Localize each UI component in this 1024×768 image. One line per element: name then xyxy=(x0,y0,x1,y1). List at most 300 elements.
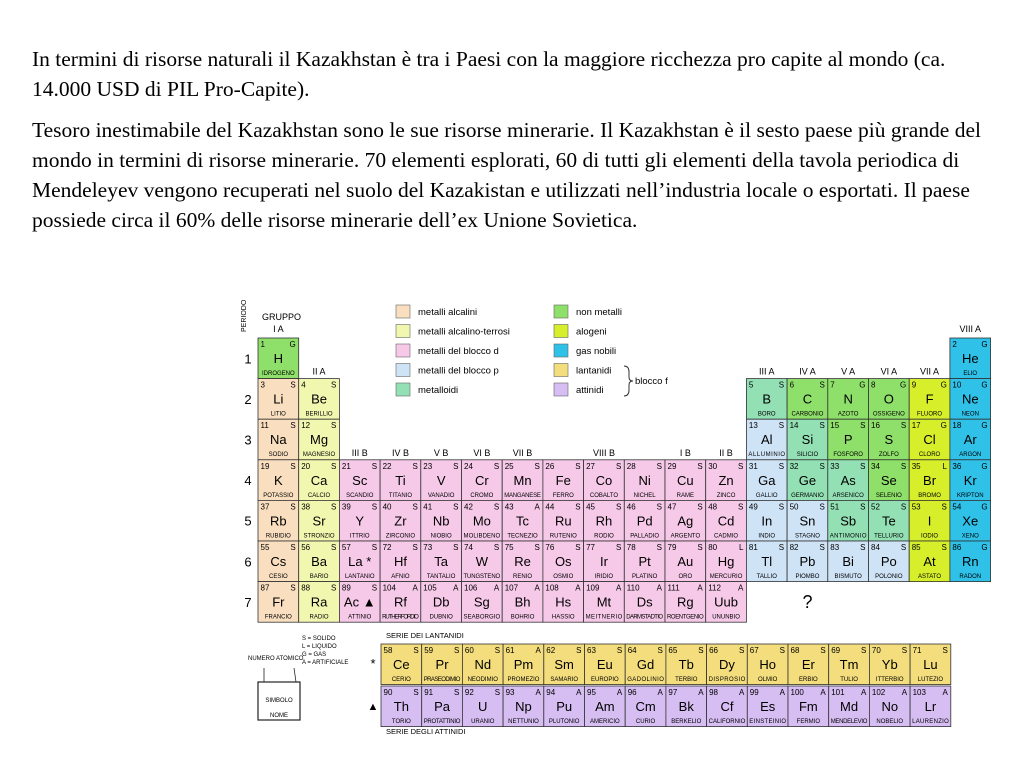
element-symbol: Se xyxy=(880,472,897,488)
element-symbol: Mo xyxy=(472,513,491,529)
element-number: 50 xyxy=(789,502,799,512)
element-state: A xyxy=(575,583,581,593)
actinide-number: 97 xyxy=(668,688,678,697)
element-symbol: Al xyxy=(760,432,773,448)
element-number: 76 xyxy=(545,543,555,552)
element-symbol: Ni xyxy=(638,472,651,488)
lanthanide-symbol: Ce xyxy=(393,657,410,672)
element-state: S xyxy=(778,502,785,512)
element-name: DUBNIO xyxy=(429,614,453,621)
element-number: 104 xyxy=(382,583,396,593)
element-symbol: Ti xyxy=(395,472,406,488)
element-symbol: Sb xyxy=(840,513,857,529)
lanthanide-number: 64 xyxy=(627,646,637,655)
element-state: S xyxy=(656,502,662,512)
element-name: ANTIMONIO xyxy=(829,533,867,540)
element-symbol: Rh xyxy=(595,513,613,529)
group-label: I B xyxy=(679,447,691,458)
element-name: CALCIO xyxy=(307,492,331,499)
element-number: 47 xyxy=(667,502,677,512)
element-number: 26 xyxy=(545,461,555,471)
element-name: POTASSIO xyxy=(263,492,294,499)
element-number: 3 xyxy=(260,380,265,390)
element-number: 27 xyxy=(586,461,596,471)
element-symbol: W xyxy=(475,554,488,569)
lanthanide-name: OLMIO xyxy=(757,677,778,683)
actinide-name: CALIFORNIO xyxy=(708,719,746,725)
element-number: 73 xyxy=(423,543,433,552)
element-symbol: Co xyxy=(595,472,613,488)
element-state: S xyxy=(453,502,459,512)
element-name: CARBONIO xyxy=(791,411,824,418)
element-name: SILICIO xyxy=(796,452,819,459)
element-name: AZOTO xyxy=(837,411,859,418)
group-label: V B xyxy=(433,447,449,458)
element-symbol: Rb xyxy=(270,513,287,529)
element-symbol: Sn xyxy=(799,513,816,529)
actinide-symbol: Fm xyxy=(798,699,818,714)
element-name: ASTATO xyxy=(918,574,942,580)
element-symbol: Kr xyxy=(963,472,977,488)
element-state: S xyxy=(290,380,296,390)
key-state-legend: A = ARTIFICIALE xyxy=(302,660,349,666)
element-state: S xyxy=(412,543,418,552)
element-symbol: Te xyxy=(881,513,896,529)
actinide-state: S xyxy=(494,688,501,697)
element-symbol: Mg xyxy=(310,432,329,448)
lanthanide-name: EUROPIO xyxy=(591,677,619,683)
element-state: S xyxy=(900,421,907,431)
element-state: S xyxy=(371,461,378,471)
lanthanide-name: SAMARIO xyxy=(550,677,578,683)
element-number: 51 xyxy=(830,502,840,512)
legend-swatch xyxy=(396,305,410,318)
element-symbol: Uub xyxy=(714,594,738,610)
element-symbol: Ir xyxy=(599,554,608,569)
legend-label: gas nobili xyxy=(576,346,617,357)
element-number: 19 xyxy=(260,461,270,471)
element-symbol: Re xyxy=(514,554,531,569)
period-number: 6 xyxy=(244,554,252,570)
key-state-legend: G = GAS xyxy=(302,652,327,658)
element-symbol: Ga xyxy=(758,472,776,488)
lanthanide-symbol: Ho xyxy=(759,657,776,672)
group-label: IV A xyxy=(799,366,816,377)
element-number: 85 xyxy=(911,543,921,552)
element-state: S xyxy=(331,583,337,593)
element-number: 21 xyxy=(341,461,351,471)
actinide-state: A xyxy=(820,688,826,697)
actinide-name: LAURENZIO xyxy=(912,719,949,725)
lanthanide-number: 66 xyxy=(709,646,719,655)
element-symbol: Fr xyxy=(272,594,285,610)
element-symbol: Ba xyxy=(311,554,328,569)
element-symbol: Ru xyxy=(554,513,572,529)
element-name: FRANCIO xyxy=(264,614,292,621)
lanthanide-state: A xyxy=(535,646,541,655)
minerals-paragraph: Tesoro inestimabile del Kazakhstan sono le sue risorse minerarie. Il Kazakhstan è il sesto paese più grande del mondo in termini di risorse minerarie. 70 elementi esplorati, 60 di tutti gli elementi della tavola periodica di Mendeleyev vengono recuperati nel suolo del Kazakistan e utilizzati nell’industria locale o esportati. Il paese possiede circa il 60% delle risorse minerarie dell’ex Unione Sovietica. xyxy=(32,118,981,232)
element-number: 31 xyxy=(748,461,758,471)
legend-swatch xyxy=(554,364,568,377)
actinide-symbol: Cf xyxy=(720,699,734,714)
lanthanide-symbol: Gd xyxy=(636,657,655,672)
element-state: S xyxy=(860,543,866,552)
actinide-symbol: Np xyxy=(515,699,532,714)
element-symbol: Po xyxy=(880,554,897,569)
element-number: 109 xyxy=(586,583,600,593)
actinide-symbol: Md xyxy=(840,699,859,714)
element-number: 1 xyxy=(260,340,265,349)
element-symbol: Y xyxy=(355,513,365,529)
element-number: 89 xyxy=(341,583,351,593)
actinide-name: MENDELEVIO xyxy=(830,719,868,725)
actinide-name: NOBELIO xyxy=(876,719,904,725)
lanthanide-state: S xyxy=(494,646,501,655)
lanthanide-number: 70 xyxy=(871,646,881,655)
element-number: 74 xyxy=(464,543,473,552)
element-name: ELIO xyxy=(963,371,978,377)
element-name: XENO xyxy=(961,533,979,540)
element-name: BISMUTO xyxy=(834,574,862,580)
element-symbol: Ar xyxy=(963,432,977,448)
element-symbol: Sr xyxy=(312,513,326,529)
element-name: AFNIO xyxy=(391,574,410,580)
element-state: G xyxy=(940,421,947,431)
actinide-number: 93 xyxy=(505,688,515,697)
actinide-name: FERMIO xyxy=(796,719,821,725)
element-number: 43 xyxy=(504,502,514,512)
actinide-symbol: Am xyxy=(595,699,615,714)
element-number: 9 xyxy=(911,380,917,390)
actinide-name: TORIO xyxy=(391,719,411,725)
lanthanide-name: LUTEZIO xyxy=(917,677,944,683)
element-number: 40 xyxy=(382,502,392,512)
element-state: S xyxy=(412,502,418,512)
element-state: S xyxy=(331,380,337,390)
element-name: TALLIO xyxy=(756,574,777,580)
element-symbol: Ne xyxy=(961,391,979,407)
element-number: 44 xyxy=(545,502,555,512)
element-name: BOHRIO xyxy=(510,614,535,621)
element-state: G xyxy=(289,340,296,349)
lanthanide-name: DISPROSIO xyxy=(708,677,746,683)
lanthanide-symbol: Nd xyxy=(474,657,492,672)
element-symbol: Ag xyxy=(677,513,694,529)
intro-paragraph: In termini di risorse naturali il Kazakhstan è tra i Paesi con la maggiore ricchezza pro capite al mondo (ca. 14.000 USD di PIL Pro-Capite). xyxy=(32,47,946,101)
element-state: S xyxy=(534,461,540,471)
actinide-number: 99 xyxy=(749,688,759,697)
element-name: RUTHERFORDIO xyxy=(382,614,419,621)
element-symbol: V xyxy=(436,472,446,488)
element-name: POLONIO xyxy=(875,574,903,580)
element-symbol: Zr xyxy=(394,513,407,529)
element-symbol: Os xyxy=(554,554,572,569)
element-symbol: La * xyxy=(348,554,372,569)
element-name: RADIO xyxy=(309,614,329,621)
element-name: VANADIO xyxy=(427,492,455,499)
legend-label: metalli del blocco p xyxy=(418,365,499,377)
element-state: A xyxy=(738,583,744,593)
element-state: G xyxy=(859,380,866,390)
element-name: SODIO xyxy=(268,452,289,459)
lanthanide-symbol: Lu xyxy=(923,657,938,672)
periodic-table xyxy=(236,296,1024,754)
element-number: 56 xyxy=(301,543,311,552)
lanthanide-number: 58 xyxy=(383,646,393,655)
element-symbol: At xyxy=(923,554,936,569)
key-state-legend: L = LIQUIDO xyxy=(302,644,337,650)
element-name: GALLIO xyxy=(755,492,778,499)
group-label: GRUPPO xyxy=(262,312,302,322)
element-number: 39 xyxy=(341,502,351,512)
legend-swatch xyxy=(396,364,410,377)
element-number: 106 xyxy=(464,583,478,593)
lanthanide-number: 60 xyxy=(464,646,474,655)
element-symbol: Ra xyxy=(310,594,328,610)
element-name: ZINCO xyxy=(716,492,736,499)
element-name: ITTRIO xyxy=(349,533,370,540)
actinide-number: 101 xyxy=(831,688,845,697)
element-state: S xyxy=(738,461,744,471)
element-state: A xyxy=(412,583,418,593)
element-number: 41 xyxy=(423,502,433,512)
element-name: ROENTGENIO xyxy=(667,614,704,621)
element-number: 111 xyxy=(667,583,680,593)
element-state: S xyxy=(371,502,378,512)
group-label: VII B xyxy=(512,447,533,458)
actinide-state: A xyxy=(942,688,948,697)
element-symbol: He xyxy=(961,351,979,366)
element-state: S xyxy=(860,421,866,431)
element-name: MOLIBDENO xyxy=(463,533,501,540)
actinide-symbol: Lr xyxy=(924,699,937,714)
legend-label: alogeni xyxy=(576,326,607,338)
element-number: 87 xyxy=(260,583,270,593)
actinide-symbol: Cm xyxy=(635,699,656,714)
actinide-state: A xyxy=(616,688,623,697)
element-number: 28 xyxy=(626,461,636,471)
brace-icon xyxy=(624,366,633,396)
element-number: 77 xyxy=(586,543,596,552)
element-number: 22 xyxy=(382,461,392,471)
element-symbol: P xyxy=(843,432,853,448)
element-state: A xyxy=(697,583,703,593)
lanthanide-number: 71 xyxy=(912,646,922,655)
lanthanide-symbol: Eu xyxy=(596,657,613,672)
element-number: 46 xyxy=(626,502,636,512)
element-symbol: Be xyxy=(311,391,328,407)
element-state: A xyxy=(493,583,500,593)
element-state: S xyxy=(331,461,337,471)
lanthanide-symbol: Tm xyxy=(839,657,859,672)
element-number: 84 xyxy=(871,543,880,552)
legend-label: metalloidi xyxy=(418,385,459,396)
element-number: 10 xyxy=(952,380,962,390)
element-symbol: F xyxy=(925,391,934,407)
element-state: S xyxy=(900,461,907,471)
legend-label: metalli del blocco d xyxy=(418,346,499,357)
lanthanide-state: S xyxy=(738,646,745,655)
lanthanide-number: 59 xyxy=(424,646,434,655)
lanthanide-state: S xyxy=(616,646,623,655)
element-state: S xyxy=(331,421,337,431)
lanthanide-name: ERBIO xyxy=(799,677,818,683)
element-number: 25 xyxy=(504,461,514,471)
element-number: 112 xyxy=(708,583,721,593)
lanthanide-state: S xyxy=(454,646,460,655)
element-name: FERRO xyxy=(552,492,574,499)
element-state: S xyxy=(738,502,744,512)
element-name: RADON xyxy=(959,574,982,580)
element-state: S xyxy=(575,502,581,512)
element-name: CADMIO xyxy=(714,533,739,540)
element-state: G xyxy=(981,421,988,431)
group-label: III A xyxy=(758,366,775,377)
element-number: 53 xyxy=(911,502,921,512)
element-number: 17 xyxy=(911,421,921,431)
element-state: S xyxy=(819,461,825,471)
lanthanide-number: 65 xyxy=(668,646,678,655)
element-number: 86 xyxy=(952,543,962,552)
element-symbol: Cd xyxy=(717,513,735,529)
element-symbol: Ca xyxy=(310,472,328,488)
element-symbol: Tc xyxy=(516,513,530,529)
element-number: 78 xyxy=(626,543,636,552)
actinide-state: A xyxy=(576,688,582,697)
lanthanide-number: 61 xyxy=(505,646,515,655)
actinide-name: EINSTEINIO xyxy=(749,719,787,725)
actinide-name: CURIO xyxy=(635,719,656,725)
lanthanide-state: S xyxy=(657,646,663,655)
element-symbol: Hs xyxy=(555,594,572,610)
element-symbol: Sc xyxy=(352,472,368,488)
actinide-mark: ▲ xyxy=(367,701,379,713)
element-name: STRONZIO xyxy=(303,533,335,540)
element-name: BORO xyxy=(757,411,776,418)
element-symbol: Rn xyxy=(961,554,979,569)
actinide-state: S xyxy=(454,688,460,697)
element-name: BARIO xyxy=(309,574,329,580)
element-symbol: Cr xyxy=(474,472,489,488)
element-symbol: Pt xyxy=(638,554,651,569)
element-state: S xyxy=(534,543,540,552)
element-number: 30 xyxy=(708,461,718,471)
element-state: S xyxy=(778,421,785,431)
element-symbol: Zn xyxy=(718,472,734,488)
element-number: 82 xyxy=(789,543,799,552)
element-state: S xyxy=(493,543,500,552)
element-name: ORO xyxy=(678,574,693,580)
element-symbol: Si xyxy=(801,432,814,448)
element-name: SCANDIO xyxy=(346,492,374,499)
element-state: S xyxy=(290,583,296,593)
actinide-name: PLUTONIO xyxy=(548,719,580,725)
period-number: 1 xyxy=(244,351,252,367)
element-state: S xyxy=(656,461,662,471)
element-number: 55 xyxy=(260,543,270,552)
group-label: II A xyxy=(312,366,326,377)
element-number: 16 xyxy=(871,421,880,431)
element-name: MAGNESIO xyxy=(302,452,336,459)
actinide-symbol: U xyxy=(478,699,488,714)
element-state: S xyxy=(290,421,296,431)
element-name: LANTANIO xyxy=(344,574,375,580)
legend-swatch xyxy=(396,344,410,357)
actinide-symbol: Bk xyxy=(678,699,694,714)
group-label: VIII A xyxy=(959,324,982,334)
actinide-number: 95 xyxy=(587,688,596,697)
element-state: S xyxy=(493,502,500,512)
element-symbol: Xe xyxy=(962,513,979,529)
element-number: 45 xyxy=(586,502,596,512)
element-name: TECNEZIO xyxy=(507,533,538,540)
element-number: 48 xyxy=(708,502,718,512)
element-name: RENIO xyxy=(513,574,533,580)
element-state: L xyxy=(942,461,947,471)
element-state: S xyxy=(575,461,581,471)
element-symbol: Cu xyxy=(677,472,694,488)
element-symbol: Cl xyxy=(923,432,936,448)
lanthanide-number: 62 xyxy=(546,646,556,655)
element-number: 35 xyxy=(911,461,921,471)
element-name: RAME xyxy=(676,492,695,499)
element-number: 105 xyxy=(423,583,437,593)
group-label: IV B xyxy=(391,447,409,458)
element-symbol: O xyxy=(883,391,894,407)
element-name: NICHEL xyxy=(633,492,656,499)
element-state: A xyxy=(534,583,540,593)
element-number: 38 xyxy=(301,502,311,512)
element-symbol: N xyxy=(843,391,853,407)
element-state: G xyxy=(940,380,947,390)
group-label: II B xyxy=(719,447,733,458)
lanthanide-state: S xyxy=(901,646,908,655)
legend-swatch xyxy=(554,305,568,318)
element-state: A xyxy=(453,583,459,593)
lanthanide-state: S xyxy=(861,646,867,655)
element-name: OSMIO xyxy=(553,574,574,580)
actinide-number: 92 xyxy=(464,688,474,697)
element-state: S xyxy=(778,543,785,552)
lanthanide-number: 68 xyxy=(790,646,800,655)
element-name: RUBIDIO xyxy=(265,533,291,540)
legend-swatch xyxy=(554,344,568,357)
element-state: G xyxy=(981,502,988,512)
element-name: CROMO xyxy=(470,492,494,499)
element-symbol: Na xyxy=(270,432,287,448)
actinide-state: A xyxy=(657,688,663,697)
element-name: ZIRCONIO xyxy=(385,533,416,540)
element-state: S xyxy=(615,543,622,552)
element-state: G xyxy=(899,380,907,390)
element-number: 20 xyxy=(301,461,311,471)
element-state: S xyxy=(656,543,662,552)
actinide-number: 102 xyxy=(871,688,886,697)
element-symbol: Ds xyxy=(636,594,653,610)
element-state: G xyxy=(981,380,988,390)
element-symbol: Db xyxy=(432,594,450,610)
actinide-state: A xyxy=(698,688,704,697)
actinide-state: A xyxy=(901,688,908,697)
element-name: ARSENICO xyxy=(832,492,864,499)
element-state: S xyxy=(900,502,907,512)
legend-swatch xyxy=(554,325,568,338)
element-state: S xyxy=(819,421,825,431)
actinide-number: 103 xyxy=(912,688,926,697)
period-number: 3 xyxy=(244,432,252,448)
element-name: INDIO xyxy=(758,533,776,540)
element-state: S xyxy=(290,543,296,552)
